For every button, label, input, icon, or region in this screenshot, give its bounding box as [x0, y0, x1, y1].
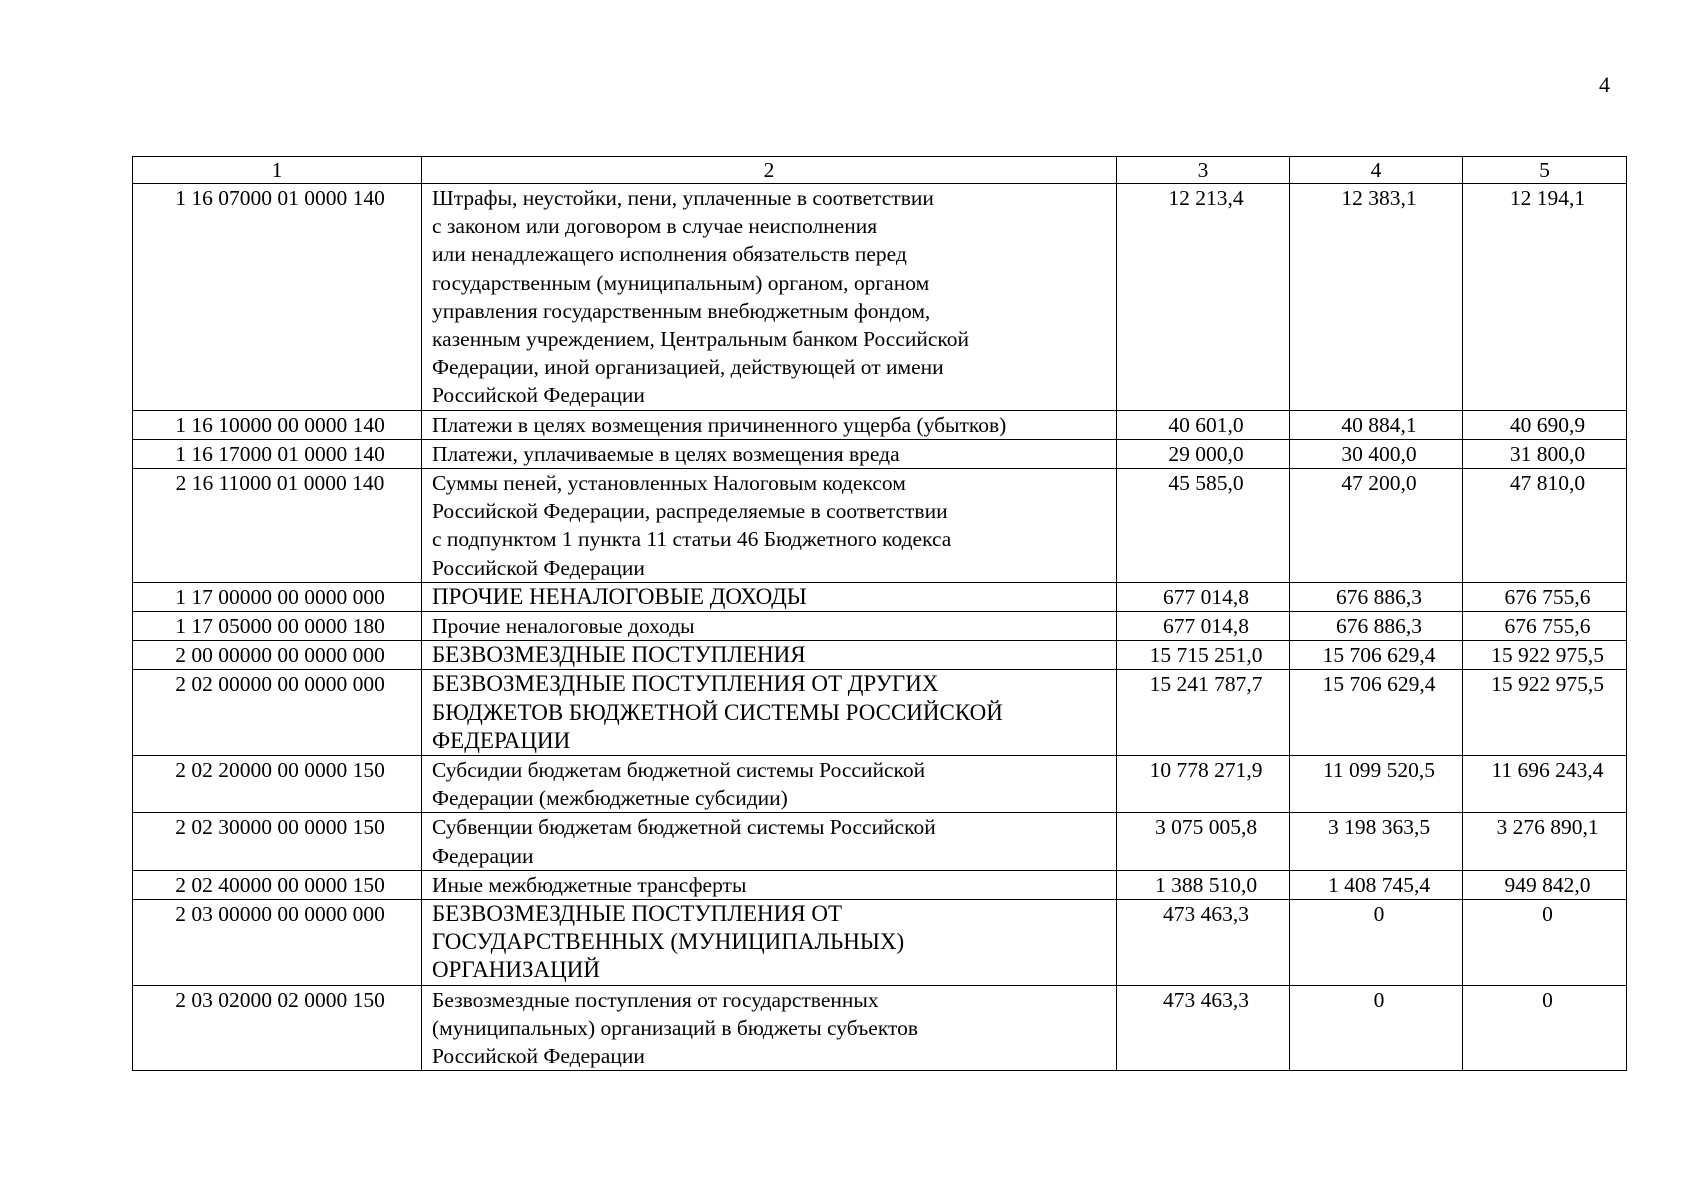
- value-col4-cell: 47 200,0: [1290, 469, 1463, 583]
- value-col5-cell: 676 755,6: [1463, 612, 1627, 641]
- value-col3-cell: 45 585,0: [1117, 469, 1290, 583]
- table-row: [133, 870, 1627, 899]
- budget-code-cell: 2 00 00000 00 0000 000: [133, 641, 422, 670]
- value-col4-cell: 15 706 629,4: [1290, 641, 1463, 670]
- column-number-header-row: [133, 157, 1627, 184]
- budget-revenue-table: [132, 156, 1627, 1071]
- value-col3-cell: 10 778 271,9: [1117, 756, 1290, 813]
- revenue-name-cell: Безвозмездные поступления от государственных (муниципальных) организаций в бюджеты субъектов Российской Федерации: [422, 985, 1117, 1071]
- budget-code-cell: 1 17 05000 00 0000 180: [133, 612, 422, 641]
- value-col3-cell: 29 000,0: [1117, 439, 1290, 468]
- value-col5-cell: 15 922 975,5: [1463, 641, 1627, 670]
- value-col5-cell: 12 194,1: [1463, 184, 1627, 411]
- budget-code-cell: 2 02 00000 00 0000 000: [133, 670, 422, 756]
- table-row: [133, 756, 1627, 813]
- value-col3-cell: 473 463,3: [1117, 985, 1290, 1071]
- value-col3-cell: 677 014,8: [1117, 612, 1290, 641]
- value-col5-cell: 11 696 243,4: [1463, 756, 1627, 813]
- value-col4-cell: 0: [1290, 985, 1463, 1071]
- table-row: [133, 813, 1627, 870]
- value-col4-cell: 0: [1290, 900, 1463, 986]
- table-row: [133, 582, 1627, 611]
- table-row: [133, 184, 1627, 411]
- column-header-3: 3: [1117, 157, 1290, 184]
- value-col3-cell: 15 241 787,7: [1117, 670, 1290, 756]
- column-header-4: 4: [1290, 157, 1463, 184]
- page-number: 4: [1599, 72, 1610, 97]
- value-col4-cell: 30 400,0: [1290, 439, 1463, 468]
- budget-code-cell: 2 02 30000 00 0000 150: [133, 813, 422, 870]
- value-col4-cell: 40 884,1: [1290, 410, 1463, 439]
- column-header-1: 1: [133, 157, 422, 184]
- revenue-name-cell: Суммы пеней, установленных Налоговым кодексом Российской Федерации, распределяемые в соответствии с подпунктом 1 пункта 11 статьи 46 Бюджетного кодекса Российской Федерации: [422, 469, 1117, 583]
- revenue-name-cell: Субсидии бюджетам бюджетной системы Российской Федерации (межбюджетные субсидии): [422, 756, 1117, 813]
- value-col5-cell: 15 922 975,5: [1463, 670, 1627, 756]
- revenue-name-cell: Штрафы, неустойки, пени, уплаченные в соответствии с законом или договором в случае неисполнения или ненадлежащего исполнения обязательств перед государственным (муниципальным) органом, органом управления государственным внебюджетным фондом, казенным учреждением, Центральным банком Российской Федерации, иной организацией, действующей от имени Российской Федерации: [422, 184, 1117, 411]
- column-header-2: 2: [422, 157, 1117, 184]
- value-col3-cell: 15 715 251,0: [1117, 641, 1290, 670]
- column-header-5: 5: [1463, 157, 1627, 184]
- value-col5-cell: 47 810,0: [1463, 469, 1627, 583]
- budget-code-cell: 2 02 20000 00 0000 150: [133, 756, 422, 813]
- revenue-name-cell: БЕЗВОЗМЕЗДНЫЕ ПОСТУПЛЕНИЯ ОТ ГОСУДАРСТВЕННЫХ (МУНИЦИПАЛЬНЫХ) ОРГАНИЗАЦИЙ: [422, 900, 1117, 986]
- table-row: [133, 469, 1627, 583]
- revenue-name-cell: Иные межбюджетные трансферты: [422, 870, 1117, 899]
- revenue-name-cell: Платежи в целях возмещения причиненного ущерба (убытков): [422, 410, 1117, 439]
- revenue-name-cell: БЕЗВОЗМЕЗДНЫЕ ПОСТУПЛЕНИЯ: [422, 641, 1117, 670]
- budget-code-cell: 1 17 00000 00 0000 000: [133, 582, 422, 611]
- value-col4-cell: 3 198 363,5: [1290, 813, 1463, 870]
- value-col5-cell: 676 755,6: [1463, 582, 1627, 611]
- value-col3-cell: 677 014,8: [1117, 582, 1290, 611]
- table-row: [133, 670, 1627, 756]
- value-col3-cell: 40 601,0: [1117, 410, 1290, 439]
- table-row: [133, 612, 1627, 641]
- value-col4-cell: 1 408 745,4: [1290, 870, 1463, 899]
- table-row: [133, 439, 1627, 468]
- value-col3-cell: 1 388 510,0: [1117, 870, 1290, 899]
- revenue-name-cell: Субвенции бюджетам бюджетной системы Российской Федерации: [422, 813, 1117, 870]
- value-col4-cell: 676 886,3: [1290, 612, 1463, 641]
- value-col4-cell: 676 886,3: [1290, 582, 1463, 611]
- revenue-name-cell: БЕЗВОЗМЕЗДНЫЕ ПОСТУПЛЕНИЯ ОТ ДРУГИХ БЮДЖЕТОВ БЮДЖЕТНОЙ СИСТЕМЫ РОССИЙСКОЙ ФЕДЕРАЦИИ: [422, 670, 1117, 756]
- revenue-name-cell: ПРОЧИЕ НЕНАЛОГОВЫЕ ДОХОДЫ: [422, 582, 1117, 611]
- budget-code-cell: 2 16 11000 01 0000 140: [133, 469, 422, 583]
- value-col5-cell: 40 690,9: [1463, 410, 1627, 439]
- value-col4-cell: 15 706 629,4: [1290, 670, 1463, 756]
- value-col5-cell: 949 842,0: [1463, 870, 1627, 899]
- value-col5-cell: 3 276 890,1: [1463, 813, 1627, 870]
- table-body: [133, 184, 1627, 1071]
- budget-code-cell: 1 16 10000 00 0000 140: [133, 410, 422, 439]
- value-col4-cell: 12 383,1: [1290, 184, 1463, 411]
- budget-code-cell: 2 03 02000 02 0000 150: [133, 985, 422, 1071]
- budget-code-cell: 2 03 00000 00 0000 000: [133, 900, 422, 986]
- table-row: [133, 410, 1627, 439]
- table-row: [133, 900, 1627, 986]
- budget-code-cell: 1 16 07000 01 0000 140: [133, 184, 422, 411]
- value-col5-cell: 31 800,0: [1463, 439, 1627, 468]
- value-col5-cell: 0: [1463, 900, 1627, 986]
- value-col4-cell: 11 099 520,5: [1290, 756, 1463, 813]
- table-row: [133, 985, 1627, 1071]
- revenue-name-cell: Платежи, уплачиваемые в целях возмещения вреда: [422, 439, 1117, 468]
- revenue-name-cell: Прочие неналоговые доходы: [422, 612, 1117, 641]
- budget-code-cell: 2 02 40000 00 0000 150: [133, 870, 422, 899]
- budget-code-cell: 1 16 17000 01 0000 140: [133, 439, 422, 468]
- table-row: [133, 641, 1627, 670]
- value-col3-cell: 3 075 005,8: [1117, 813, 1290, 870]
- value-col3-cell: 473 463,3: [1117, 900, 1290, 986]
- value-col3-cell: 12 213,4: [1117, 184, 1290, 411]
- value-col5-cell: 0: [1463, 985, 1627, 1071]
